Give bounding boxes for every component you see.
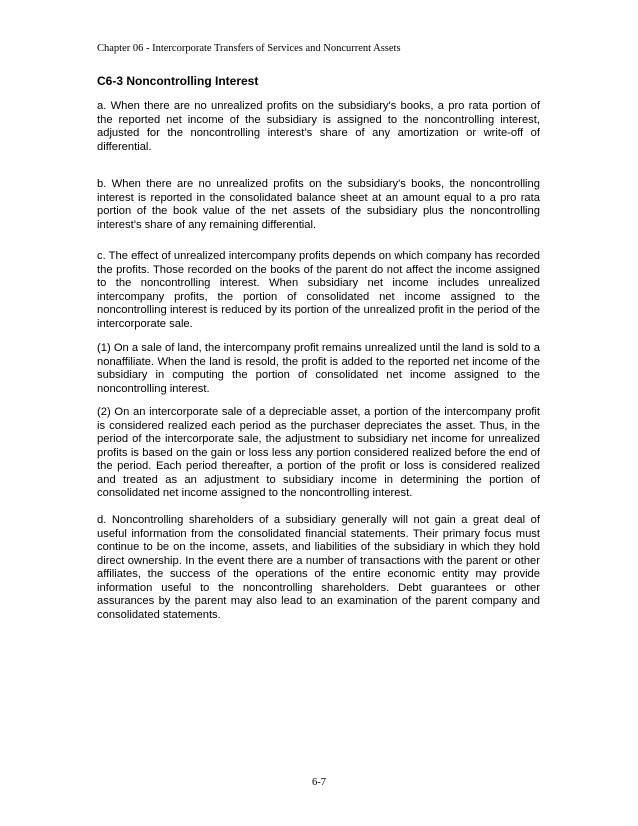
running-header: Chapter 06 - Intercorporate Transfers of Services and Noncurrent Assets xyxy=(97,43,401,54)
page-number: 6-7 xyxy=(312,777,326,788)
paragraph-a: a. When there are no unrealized profits on the subsidiary's books, a pro rata portion of the reported net income of the subsidiary is assigned to the noncontrolling interest, adjusted for the noncontrolling interest’s share of any amortization or write-off of differential. xyxy=(97,100,540,153)
paragraph-c: c. The effect of unrealized intercompany profits depends on which company has recorded the profits. Those recorded on the books of the parent do not affect the income assigned to the noncontrolling interest. When subsidiary net income includes unrealized intercompany profits, the portion of consolidated net income assigned to the noncontrolling interest is reduced by its portion of the unrealized profit in the period of the intercorporate sale. xyxy=(97,250,540,330)
paragraph-d: d. Noncontrolling shareholders of a subsidiary generally will not gain a great deal of useful information from the consolidated financial statements. Their primary focus must continue to be on the income, assets, and liabilities of the subsidiary in which they hold direct ownership. In the event there are a number of transactions with the parent or other affiliates, the success of the operations of the entire economic entity may provide information useful to the noncontrolling shareholders. Debt guarantees or other assurances by the parent may also lead to an examination of the parent company and consolidated statements. xyxy=(97,514,540,621)
paragraph-c-1: (1) On a sale of land, the intercompany profit remains unrealized until the land is sold to a nonaffiliate. When the land is resold, the profit is added to the reported net income of the subsidiary in computing the portion of consolidated net income assigned to the noncontrolling interest. xyxy=(97,342,540,395)
section-title: C6-3 Noncontrolling Interest xyxy=(97,74,259,88)
paragraph-c-2: (2) On an intercorporate sale of a depreciable asset, a portion of the intercompany profit is considered realized each period as the purchaser depreciates the asset. Thus, in the period of the intercorporate sale, the adjustment to subsidiary net income for unrealized profits is based on the gain or loss less any portion considered realized before the end of the period. Each period thereafter, a portion of the profit or loss is considered realized and treated as an adjustment to subsidiary income in determining the portion of consolidated net income assigned to the noncontrolling interest. xyxy=(97,406,540,499)
paragraph-b: b. When there are no unrealized profits on the subsidiary's books, the noncontrolling interest is reported in the consolidated balance sheet at an amount equal to a pro rata portion of the book value of the net assets of the subsidiary plus the noncontrolling interest’s share of any remaining differential. xyxy=(97,178,540,231)
